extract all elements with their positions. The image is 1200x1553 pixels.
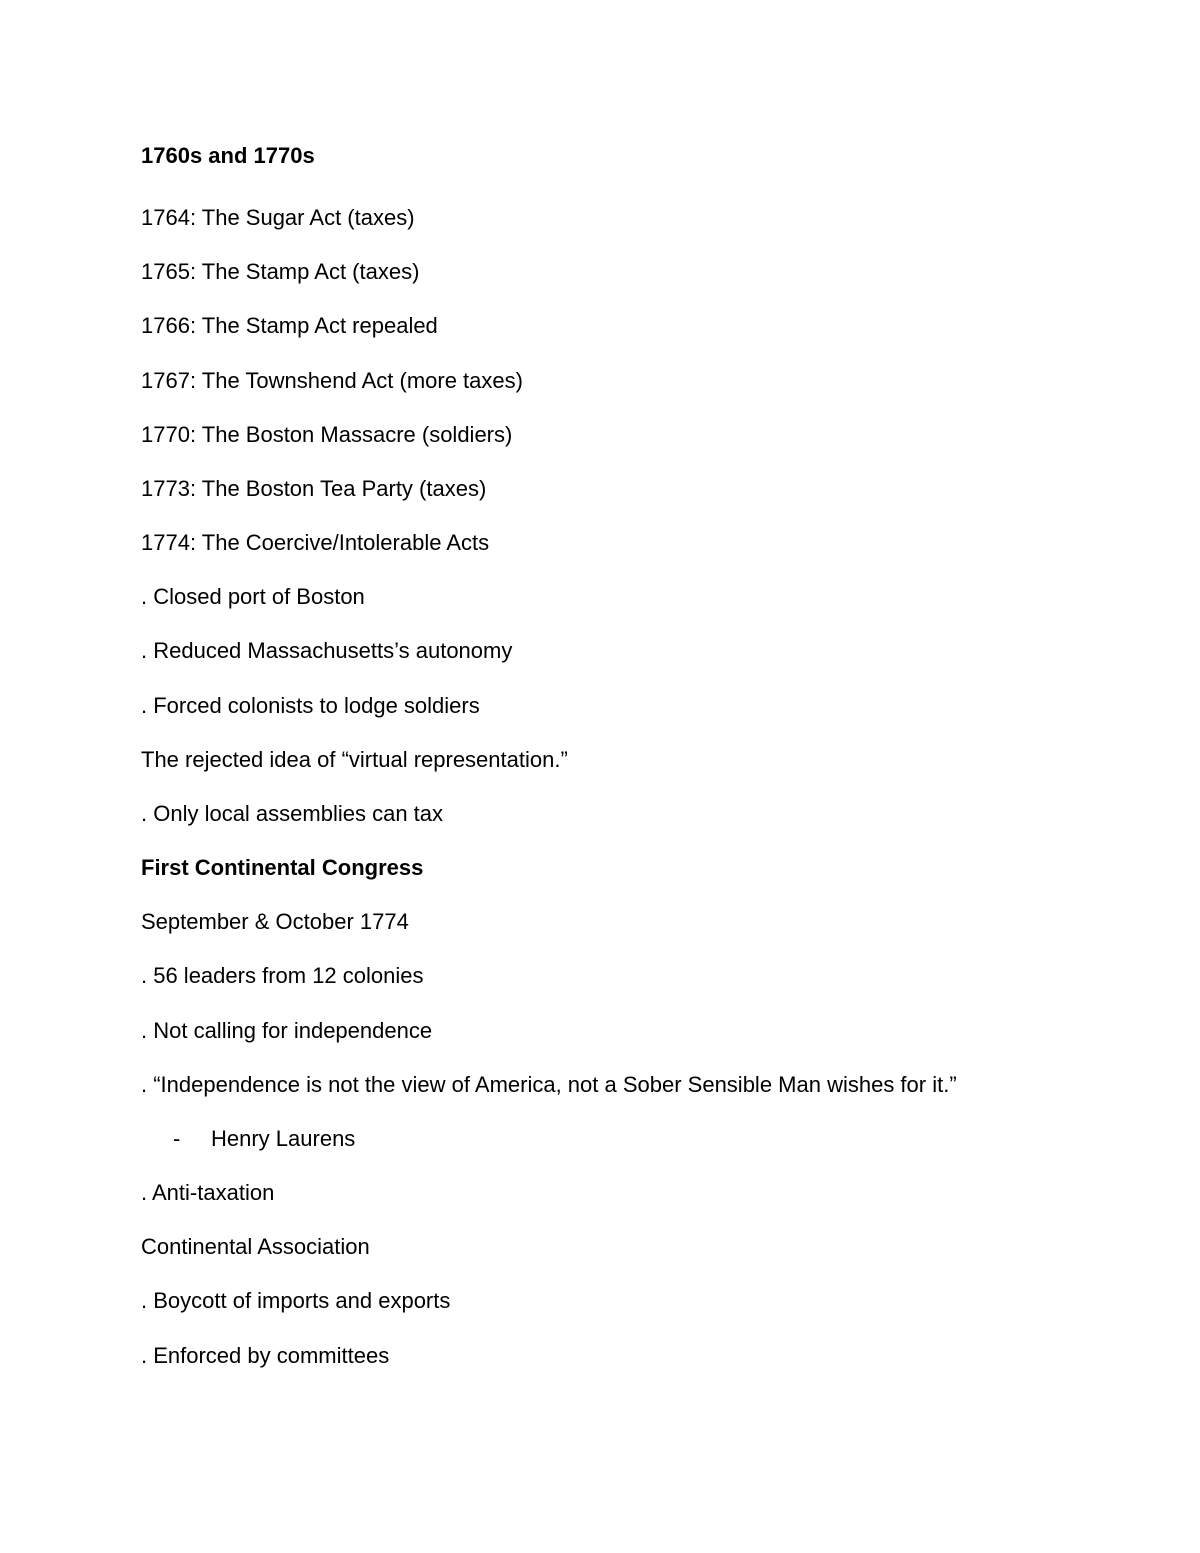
line-sugar-act: 1764: The Sugar Act (taxes) xyxy=(141,205,415,230)
attribution-dash: - xyxy=(173,1126,181,1151)
line-virtual-representation: The rejected idea of “virtual representation.” xyxy=(141,747,568,772)
bullet-independence-quote: . “Independence is not the view of America, not a Sober Sensible Man wishes for it.” xyxy=(141,1072,957,1097)
line-september-october: September & October 1774 xyxy=(141,909,409,934)
heading-1760s-1770s: 1760s and 1770s xyxy=(141,143,315,168)
line-boston-tea-party: 1773: The Boston Tea Party (taxes) xyxy=(141,476,487,501)
line-stamp-act: 1765: The Stamp Act (taxes) xyxy=(141,259,420,284)
quote-attribution xyxy=(173,1126,355,1152)
line-stamp-act-repealed: 1766: The Stamp Act repealed xyxy=(141,313,438,338)
line-townshend-act: 1767: The Townshend Act (more taxes) xyxy=(141,368,523,393)
attribution-name: Henry Laurens xyxy=(211,1126,356,1151)
bullet-56-leaders: . 56 leaders from 12 colonies xyxy=(141,963,424,988)
bullet-not-independence: . Not calling for independence xyxy=(141,1018,433,1043)
bullet-enforced-committees: . Enforced by committees xyxy=(141,1343,390,1368)
bullet-boycott: . Boycott of imports and exports xyxy=(141,1288,451,1313)
bullet-lodge-soldiers: . Forced colonists to lodge soldiers xyxy=(141,693,480,718)
line-boston-massacre: 1770: The Boston Massacre (soldiers) xyxy=(141,422,513,447)
bullet-reduced-autonomy: . Reduced Massachusetts’s autonomy xyxy=(141,638,513,663)
line-coercive-acts: 1774: The Coercive/Intolerable Acts xyxy=(141,530,490,555)
bullet-anti-taxation: . Anti-taxation xyxy=(141,1180,275,1205)
heading-first-continental-congress: First Continental Congress xyxy=(141,855,424,880)
bullet-closed-port: . Closed port of Boston xyxy=(141,584,365,609)
bullet-local-assemblies: . Only local assemblies can tax xyxy=(141,801,444,826)
line-continental-association: Continental Association xyxy=(141,1234,370,1259)
